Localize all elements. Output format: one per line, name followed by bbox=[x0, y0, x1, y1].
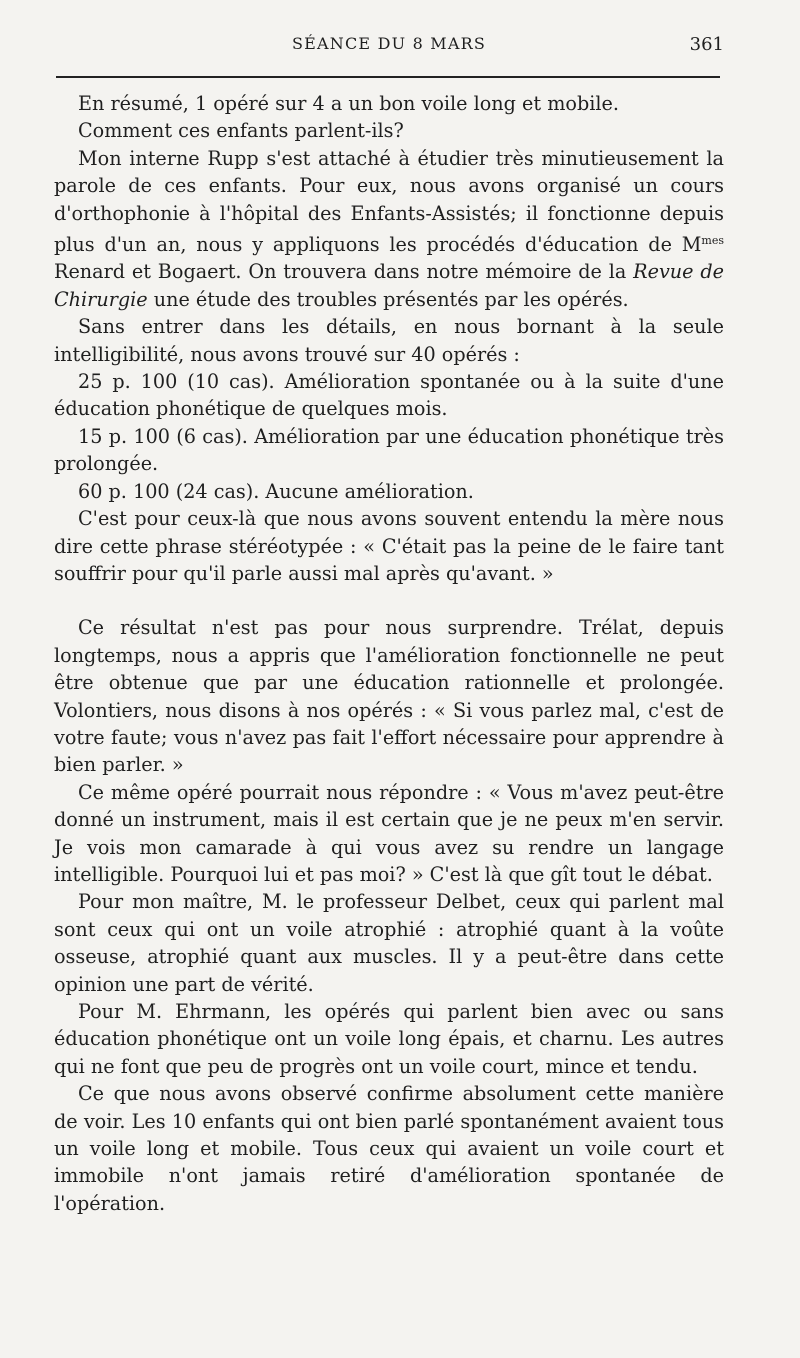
paragraph: 25 p. 100 (10 cas). Amélioration spontanée ou à la suite d'une éducation phonétique de quelques mois. bbox=[54, 370, 724, 421]
paragraph: Ce résultat n'est pas pour nous surprendre. Trélat, depuis longtemps, nous a appris que l'amélioration fonctionnelle ne peut être obtenue que par une éducation rationnelle et prolongée. Volontiers, nous disons à nos opérés : « Si vous parlez mal, c'est de votre faute; vous n'avez pas fait l'effort nécessaire pour apprendre à bien parler. » bbox=[54, 616, 724, 777]
paragraph: C'est pour ceux-là que nous avons souvent entendu la mère nous dire cette phrase stéréotypée : « C'était pas la peine de le faire tant souffrir pour qu'il parle aussi mal après qu'avant. » bbox=[54, 507, 724, 585]
text-span: Mon interne Rupp s'est attaché à étudier très minutieusement la parole de ces enfants. Pour eux, nous avons organisé un cours d'orthophonie à l'hôpital des Enfants-Assistés; il fonctionne depuis plus d'un an, nous y appliquons les procédés d'éducation de M bbox=[54, 146, 724, 257]
header-rule bbox=[56, 76, 720, 78]
paragraph: Pour M. Ehrmann, les opérés qui parlent bien avec ou sans éducation phonétique ont un voile long épais, et charnu. Les autres qui ne font que peu de progrès ont un voile court, mince et tendu. bbox=[54, 1000, 724, 1078]
text-span: une étude des troubles présentés par les opérés. bbox=[147, 287, 629, 311]
superscript: mes bbox=[701, 234, 724, 248]
text-span: Renard et Bogaert. On trouvera dans notre mémoire de la bbox=[54, 260, 634, 284]
running-head bbox=[54, 34, 724, 60]
journal-title: Revue de Chirurgie bbox=[54, 260, 724, 311]
paragraph: 15 p. 100 (6 cas). Amélioration par une éducation phonétique très prolongée. bbox=[54, 424, 724, 476]
paragraph: En résumé, 1 opéré sur 4 a un bon voile long et mobile. bbox=[78, 92, 619, 115]
paragraph bbox=[54, 145, 724, 313]
paragraph: Pour mon maître, M. le professeur Delbet, ceux qui parlent mal sont ceux qui ont un voile atrophié : atrophié quant à la voûte osseuse, atrophié quant aux muscles. Il y a peut-être dans cette opinion une part de vérité. bbox=[54, 890, 724, 996]
paragraph: Ce même opéré pourrait nous répondre : « Vous m'avez peut-être donné un instrument, mais il est certain que je ne peux m'en servir. Je vois mon camarade à qui vous avez su rendre un langage intelligible. Pourquoi lui et pas moi? » C'est là que gît tout le débat. bbox=[54, 780, 724, 886]
page-number: 361 bbox=[689, 34, 724, 55]
paragraph: Comment ces enfants parlent-ils? bbox=[78, 119, 404, 143]
body-text bbox=[54, 90, 724, 1217]
paragraph: 60 p. 100 (24 cas). Aucune amélioration. bbox=[78, 479, 474, 503]
paragraph: Ce que nous avons observé confirme absolument cette manière de voir. Les 10 enfants qui ont bien parlé spontanément avaient tous un voile long et mobile. Tous ceux qui avaient un voile court et immobile n'ont jamais retiré d'amélioration spontanée de l'opération. bbox=[54, 1082, 724, 1215]
paragraph: Sans entrer dans les détails, en nous bornant à la seule intelligibilité, nous avons trouvé sur 40 opérés : bbox=[54, 315, 724, 366]
running-title: SÉANCE DU 8 MARS bbox=[291, 34, 486, 53]
